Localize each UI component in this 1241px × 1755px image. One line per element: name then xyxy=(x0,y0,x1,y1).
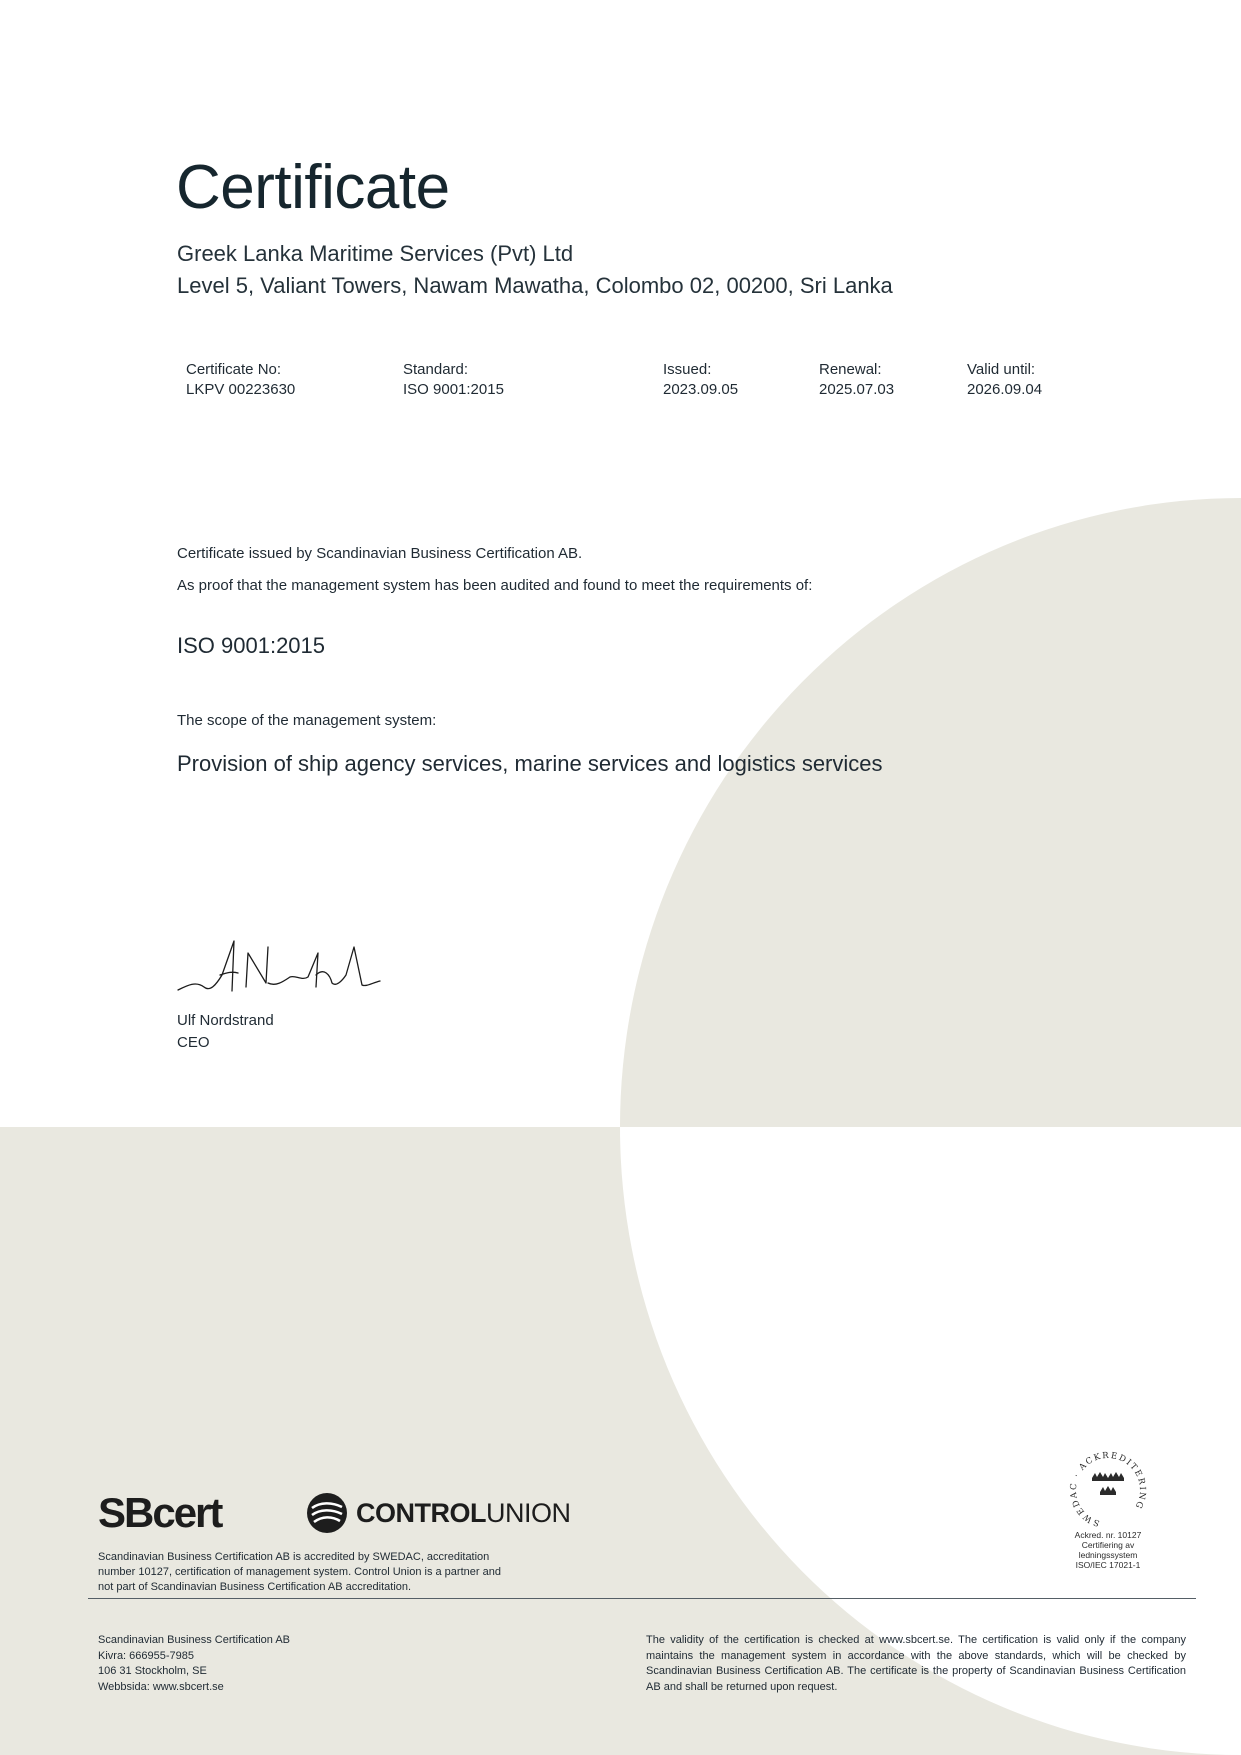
meta-value: LKPV 00223630 xyxy=(186,381,296,398)
certificate-title: Certificate xyxy=(176,153,450,222)
meta-value: 2023.09.05 xyxy=(663,381,739,398)
controlunion-wordmark: CONTROLUNION xyxy=(356,1498,571,1528)
signatory-role: CEO xyxy=(177,1034,210,1051)
meta-standard xyxy=(403,360,504,400)
swedac-seal-icon xyxy=(1060,1448,1156,1528)
swedac-line: ISO/IEC 17021-1 xyxy=(1075,1560,1141,1570)
proof-text: As proof that the management system has been audited and found to meet the requirements of: xyxy=(177,577,813,594)
footer-address-line: 106 31 Stockholm, SE xyxy=(98,1665,207,1677)
controlunion-emblem-icon xyxy=(306,1492,348,1534)
validity-text: The validity of the certification is checked at www.sbcert.se. The certification is valid only if the company maintains the management system in accordance with the above standards, which will be checked by Scandinavian Business Certification AB. The certificate is the property of Scandinavian Business Certification AB and shall be returned upon request. xyxy=(646,1634,1186,1693)
swedac-line: Ackred. nr. 10127 xyxy=(1074,1530,1142,1540)
signatory xyxy=(177,1010,274,1054)
meta-label: Standard: xyxy=(403,361,469,378)
meta-label: Renewal: xyxy=(819,361,882,378)
meta-label: Issued: xyxy=(663,361,712,378)
controlunion-logo xyxy=(306,1492,570,1534)
meta-value: 2026.09.04 xyxy=(967,381,1043,398)
signature-image xyxy=(176,935,406,997)
footer-address-line: Scandinavian Business Certification AB xyxy=(98,1634,290,1646)
footer-address-line: Kivra: 666955-7985 xyxy=(98,1649,195,1662)
sbcert-logo: SBcert xyxy=(98,1489,222,1536)
footer-address-line: Webbsida: www.sbcert.se xyxy=(98,1680,224,1693)
scope-text: Provision of ship agency services, marine services and logistics services xyxy=(177,751,883,776)
company-address: Level 5, Valiant Towers, Nawam Mawatha, Colombo 02, 00200, Sri Lanka xyxy=(177,273,893,298)
footer-address xyxy=(98,1633,290,1695)
meta-label: Certificate No: xyxy=(186,361,282,378)
signatory-name: Ulf Nordstrand xyxy=(177,1012,274,1029)
issued-by-text: Certificate issued by Scandinavian Business Certification AB. xyxy=(177,545,583,562)
svg-text:SWEDAC · ACKREDITERING: SWEDAC · ACKREDITERING xyxy=(1068,1450,1148,1528)
swedac-line: Certifiering av xyxy=(1081,1540,1135,1550)
meta-renewal xyxy=(819,360,894,400)
meta-certificate-no xyxy=(186,360,295,400)
meta-issued xyxy=(663,360,738,400)
swedac-details xyxy=(1060,1530,1156,1570)
meta-value: 2025.07.03 xyxy=(819,381,895,398)
company-name: Greek Lanka Maritime Services (Pvt) Ltd xyxy=(177,241,574,266)
swedac-accreditation-mark xyxy=(1060,1448,1156,1570)
accreditation-text: Scandinavian Business Certification AB is accredited by SWEDAC, accreditation number 10127, certification of management system. Control Union is a partner and not part of Scandinavian Business Certification AB accreditation. xyxy=(98,1551,501,1593)
meta-label: Valid until: xyxy=(967,361,1036,378)
three-crowns-icon xyxy=(1092,1472,1124,1495)
standard-heading: ISO 9001:2015 xyxy=(177,633,326,658)
meta-valid-until xyxy=(967,360,1042,400)
swedac-line: ledningssystem xyxy=(1078,1550,1138,1560)
meta-value: ISO 9001:2015 xyxy=(403,381,504,398)
scope-label: The scope of the management system: xyxy=(177,712,437,729)
footer-divider xyxy=(88,1598,1196,1599)
